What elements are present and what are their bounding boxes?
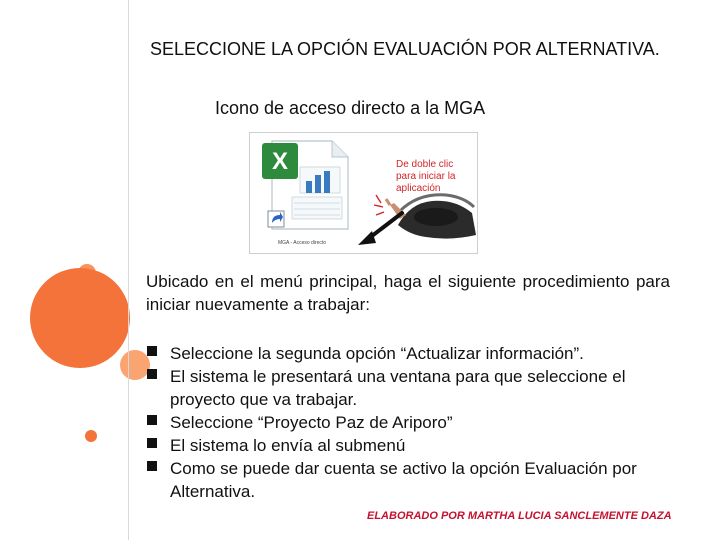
list-item-text: Como se puede dar cuenta se activo la opción Evaluación por Alternativa. xyxy=(170,459,637,501)
list-item xyxy=(147,365,677,411)
callout-line-3: aplicación xyxy=(396,183,441,194)
intro-paragraph: Ubicado en el menú principal, haga el siguiente procedimiento para iniciar nuevamente a trabajar: xyxy=(146,272,670,314)
bullet-square-icon xyxy=(147,346,157,356)
steps-list xyxy=(147,342,677,503)
shortcut-illustration xyxy=(249,132,478,254)
list-item xyxy=(147,434,677,457)
list-item xyxy=(147,411,677,434)
bullet-square-icon xyxy=(147,369,157,379)
list-item xyxy=(147,457,677,503)
list-item xyxy=(147,342,677,365)
hand-mouse-icon xyxy=(374,195,476,239)
bullet-square-icon xyxy=(147,461,157,471)
decorative-circle-large xyxy=(30,268,130,368)
list-item-text: Seleccione “Proyecto Paz de Ariporo” xyxy=(170,413,453,432)
bullet-square-icon xyxy=(147,438,157,448)
list-item-text: El sistema lo envía al submenú xyxy=(170,436,406,455)
author-footer: ELABORADO POR MARTHA LUCIA SANCLEMENTE DAZA xyxy=(367,510,672,522)
pointer-arrow-icon xyxy=(358,213,402,245)
icon-caption: MGA - Acceso directo xyxy=(277,240,327,246)
list-item-text: El sistema le presentará una ventana para que seleccione el proyecto que va trabajar. xyxy=(170,367,626,409)
decorative-vertical-line xyxy=(128,0,129,540)
slide-subtitle: Icono de acceso directo a la MGA xyxy=(215,98,486,118)
shortcut-arrow-icon xyxy=(268,211,284,227)
decorative-circle-tiny xyxy=(85,430,97,442)
bullet-square-icon xyxy=(147,415,157,425)
svg-text:X: X xyxy=(271,148,289,175)
decorative-circle-medium xyxy=(120,350,150,380)
list-item-text: Seleccione la segunda opción “Actualizar información”. xyxy=(170,344,584,363)
slide-title: SELECCIONE LA OPCIÓN EVALUACIÓN POR ALTERNATIVA. xyxy=(150,39,660,59)
callout-line-1: De doble clic xyxy=(396,159,454,170)
callout-line-2: para iniciar la xyxy=(396,171,456,182)
